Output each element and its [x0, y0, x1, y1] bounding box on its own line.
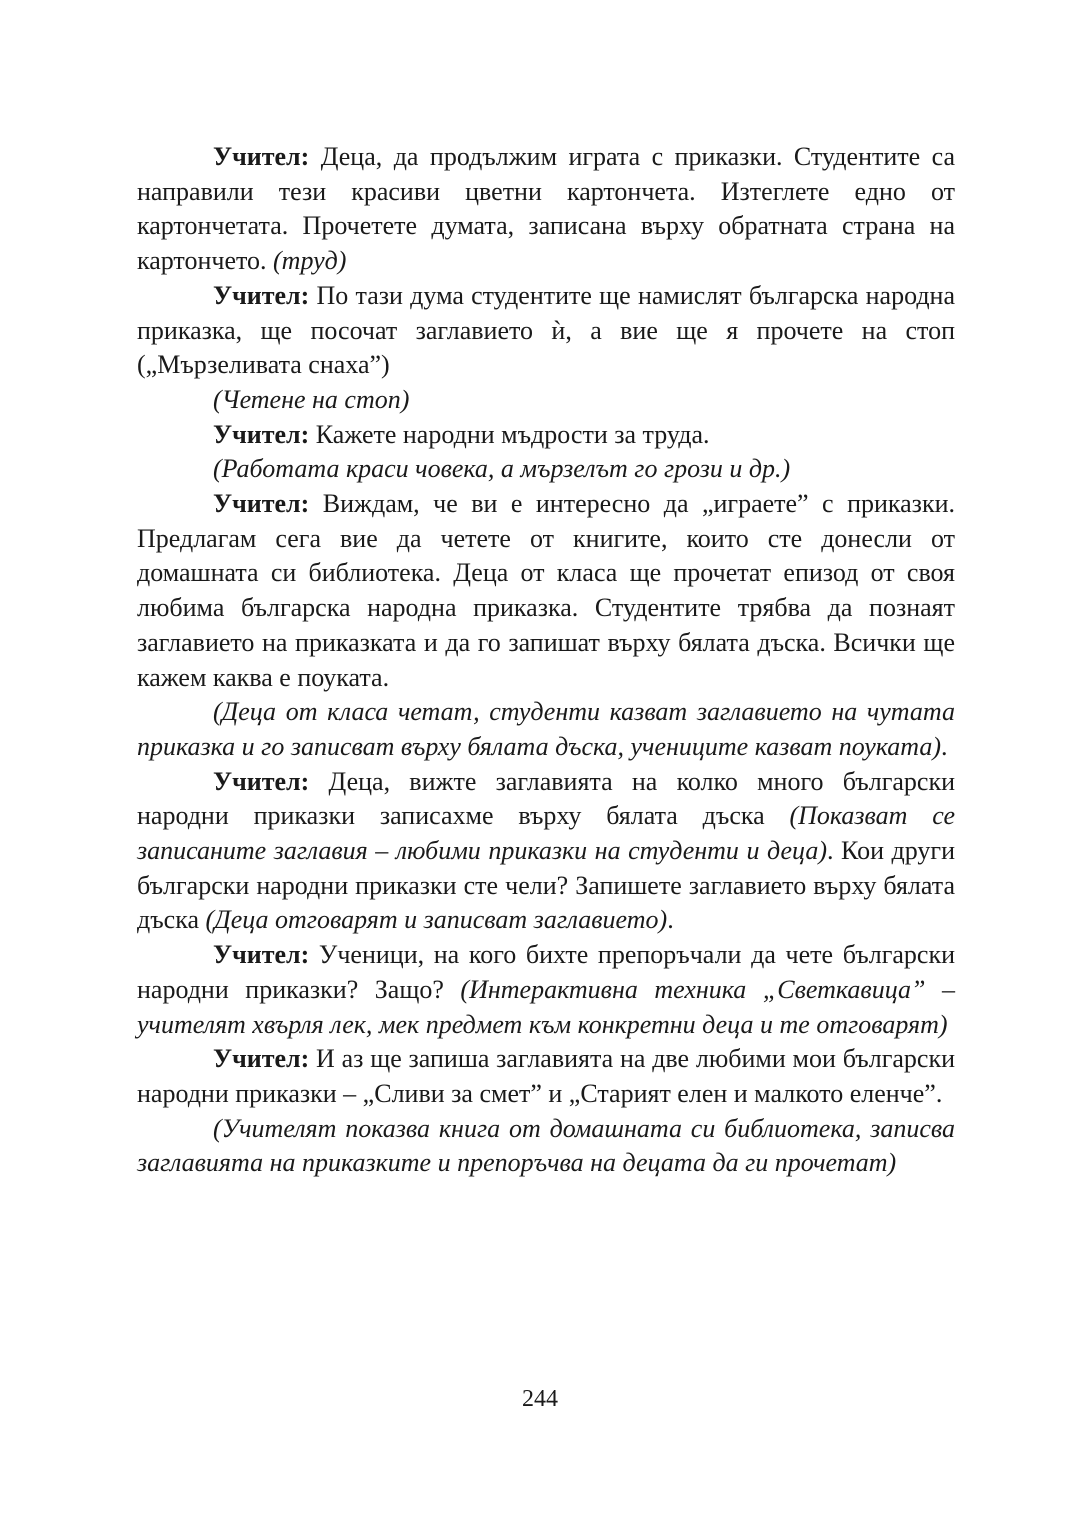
paragraph: [137, 279, 955, 383]
stage-direction: (Четене на стоп): [213, 384, 410, 414]
paragraph-text: .: [667, 905, 674, 935]
paragraph: [137, 452, 955, 487]
stage-direction: (Показват се записаните заглавия – любими приказки на студенти и деца): [137, 801, 956, 866]
speaker-label: Учител:: [213, 142, 310, 171]
paragraph-text: .: [941, 731, 948, 761]
speaker-label: Учител:: [213, 280, 310, 310]
speaker-label: Учител:: [213, 419, 310, 449]
paragraph: [137, 1042, 955, 1111]
page-number: 244: [522, 1386, 558, 1412]
speaker-label: Учител:: [213, 766, 310, 796]
paragraph: [137, 140, 955, 279]
stage-direction: (труд): [273, 246, 347, 276]
paragraph-text: Кажете народни мъдрости за труда.: [309, 419, 710, 449]
paragraph-text: Деца, вижте заглавията на колко много български народни приказки записахме върху бялата дъска: [137, 766, 955, 831]
paragraph: [137, 938, 955, 1042]
page-body: [137, 140, 955, 1181]
paragraph-text: И аз ще запиша заглавията на две любими мои български народни приказки – „Сливи за смет” и „Старият елен и малкото еленче”.: [137, 1044, 955, 1108]
paragraph: [137, 487, 955, 695]
speaker-label: Учител:: [213, 940, 310, 970]
paragraph: [137, 695, 955, 764]
speaker-label: Учител:: [213, 489, 310, 519]
paragraph: [137, 418, 955, 453]
paragraph: [137, 765, 955, 939]
stage-direction: (Деца отговарят и записват заглавието): [205, 905, 668, 935]
paragraph: [137, 1112, 955, 1181]
paragraph-text: Ученици, на кого бихте препоръчали да чете български народни приказки? Защо?: [137, 940, 955, 1004]
paragraph-text: По тази дума студентите ще намислят българска народна приказка, ще посочат заглавието ѝ, а вие ще я прочете на стоп („Мързеливата снаха”): [137, 280, 955, 380]
stage-direction: (Интерактивна техника „Светкавица” – учителят хвърля лек, мек предмет към конкретни деца и те отговарят): [137, 974, 955, 1039]
paragraph-text: Виждам, че ви е интересно да „играете” с приказки. Предлагам сега вие да четете от книгите, които сте донесли от домашната си библиотека. Деца от класа ще прочетат епизод от своя любима българска народна приказка. Студентите трябва да познаят заглавието на приказката и да го запишат върху бялата дъска. Всички ще кажем каква е поуката.: [137, 489, 955, 692]
paragraph: [137, 383, 955, 418]
speaker-label: Учител:: [213, 1044, 310, 1074]
stage-direction: (Работата краси човека, а мързелът го грози и др.): [213, 454, 791, 484]
stage-direction: (Деца от класа четат, студенти казват заглавието на чутата приказка и го записват върху бялата дъска, учениците казват поуката): [137, 697, 955, 761]
paragraph-text: . Кои други български народни приказки сте чели? Запишете заглавието върху бялата дъска: [137, 836, 955, 935]
stage-direction: (Учителят показва книга от домашната си библиотека, записва заглавията на приказките и препоръчва на децата да ги прочетат): [137, 1113, 955, 1178]
paragraph-text: Деца, да продължим играта с приказки. Студентите са направили тези красиви цветни картончета. Изтеглете едно от картончетата. Прочетете думата, записана върху обратната страна на картончето.: [137, 142, 955, 276]
